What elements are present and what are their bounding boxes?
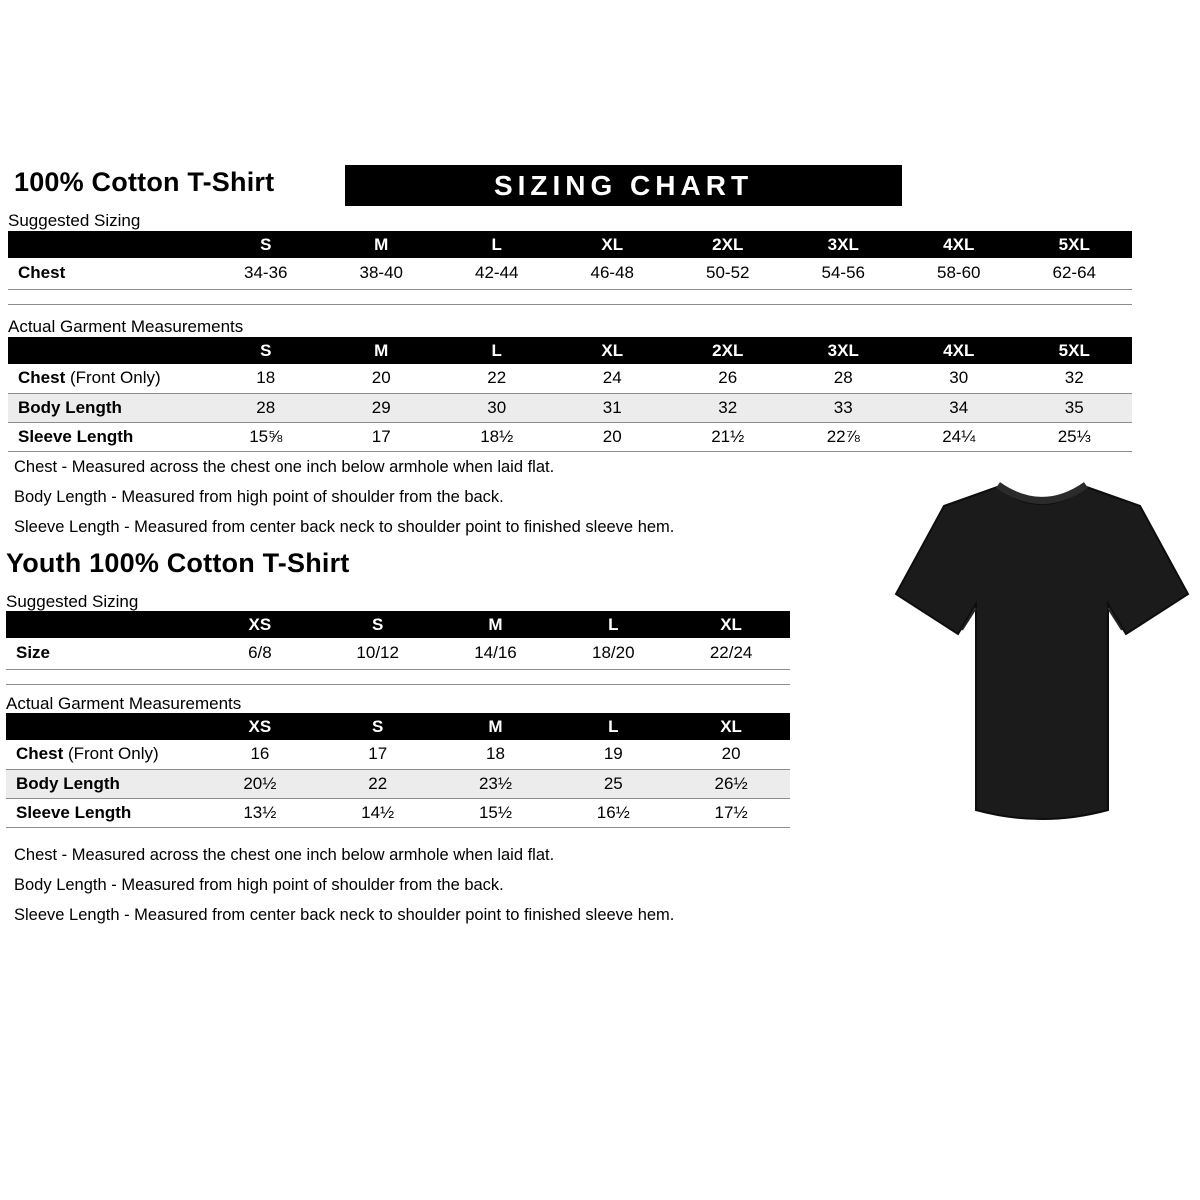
- value-cell: 30: [901, 364, 1017, 393]
- col-header: XS: [201, 611, 319, 638]
- col-header: L: [439, 337, 555, 364]
- value-cell: 28: [786, 364, 902, 393]
- adult-actual-measurements-label: Actual Garment Measurements: [8, 317, 244, 336]
- empty-header-cell: [8, 231, 208, 258]
- row-label: Sleeve Length: [6, 798, 201, 827]
- value-cell: 15½: [437, 798, 555, 827]
- value-cell: 18: [208, 364, 324, 393]
- col-header: M: [324, 231, 440, 258]
- value-cell: 50-52: [670, 258, 786, 289]
- empty-header-cell: [8, 337, 208, 364]
- youth-suggested-sizing-table: [6, 611, 790, 685]
- note-body-length: Body Length - Measured from high point of shoulder from the back.: [14, 876, 504, 894]
- value-cell: 21½: [670, 422, 786, 451]
- row-label: Sleeve Length: [8, 422, 208, 451]
- col-header: L: [554, 713, 672, 740]
- value-cell: 23½: [437, 769, 555, 798]
- youth-measurement-notes: [14, 840, 674, 930]
- value-cell: 19: [554, 740, 672, 769]
- row-label: Body Length: [8, 393, 208, 422]
- value-cell: 18: [437, 740, 555, 769]
- row-label: Size: [6, 638, 201, 669]
- value-cell: 26: [670, 364, 786, 393]
- adult-chest-suggested-row: [8, 258, 1132, 289]
- value-cell: 16½: [554, 798, 672, 827]
- note-chest: Chest - Measured across the chest one inch below armhole when laid flat.: [14, 846, 555, 864]
- empty-header-cell: [6, 713, 201, 740]
- col-header: 5XL: [1017, 231, 1133, 258]
- col-header: XL: [672, 611, 790, 638]
- adult-chest-row: [8, 364, 1132, 393]
- value-cell: 24: [555, 364, 671, 393]
- value-cell: 10/12: [319, 638, 437, 669]
- value-cell: 32: [1017, 364, 1133, 393]
- value-cell: 18/20: [554, 638, 672, 669]
- value-cell: 20: [324, 364, 440, 393]
- value-cell: 54-56: [786, 258, 902, 289]
- note-chest: Chest - Measured across the chest one inch below armhole when laid flat.: [14, 458, 555, 476]
- value-cell: 34: [901, 393, 1017, 422]
- youth-suggested-sizing-label: Suggested Sizing: [6, 592, 139, 611]
- value-cell: 31: [555, 393, 671, 422]
- spacer-row: [8, 289, 1132, 304]
- youth-chest-row: [6, 740, 790, 769]
- col-header: 3XL: [786, 231, 902, 258]
- col-header: S: [319, 611, 437, 638]
- value-cell: 28: [208, 393, 324, 422]
- value-cell: 22/24: [672, 638, 790, 669]
- adult-section-title: 100% Cotton T-Shirt: [14, 167, 275, 197]
- value-cell: 18½: [439, 422, 555, 451]
- spacer-row: [6, 669, 790, 684]
- col-header: XS: [201, 713, 319, 740]
- col-header: M: [324, 337, 440, 364]
- col-header: 4XL: [901, 337, 1017, 364]
- youth-body-length-row: [6, 769, 790, 798]
- value-cell: 16: [201, 740, 319, 769]
- col-header: M: [437, 713, 555, 740]
- adult-actual-header-row: [8, 337, 1132, 364]
- col-header: XL: [672, 713, 790, 740]
- value-cell: 20: [672, 740, 790, 769]
- col-header: 2XL: [670, 231, 786, 258]
- adult-measurement-notes: [14, 452, 674, 542]
- col-header: XL: [555, 231, 671, 258]
- youth-section-title: Youth 100% Cotton T-Shirt: [6, 548, 350, 578]
- note-sleeve-length: Sleeve Length - Measured from center back neck to shoulder point to finished sleeve hem.: [14, 518, 675, 536]
- value-cell: 33: [786, 393, 902, 422]
- value-cell: 46-48: [555, 258, 671, 289]
- adult-body-length-row: [8, 393, 1132, 422]
- value-cell: 26½: [672, 769, 790, 798]
- value-cell: 22⅞: [786, 422, 902, 451]
- youth-actual-measurements-label: Actual Garment Measurements: [6, 694, 242, 713]
- value-cell: 14½: [319, 798, 437, 827]
- value-cell: 38-40: [324, 258, 440, 289]
- note-body-length: Body Length - Measured from high point of shoulder from the back.: [14, 488, 504, 506]
- value-cell: 25: [554, 769, 672, 798]
- adult-actual-measurements-table: [8, 337, 1132, 452]
- value-cell: 13½: [201, 798, 319, 827]
- empty-header-cell: [6, 611, 201, 638]
- value-cell: 17: [319, 740, 437, 769]
- col-header: XL: [555, 337, 671, 364]
- row-label: Chest: [8, 258, 208, 289]
- col-header: S: [208, 337, 324, 364]
- sizing-chart-banner: SIZING CHART: [345, 165, 902, 206]
- adult-suggested-sizing-table: [8, 231, 1132, 305]
- col-header: S: [319, 713, 437, 740]
- value-cell: 24¼: [901, 422, 1017, 451]
- col-header: 2XL: [670, 337, 786, 364]
- value-cell: 29: [324, 393, 440, 422]
- col-header: M: [437, 611, 555, 638]
- value-cell: 17½: [672, 798, 790, 827]
- row-label: Body Length: [6, 769, 201, 798]
- row-label: Chest (Front Only): [6, 740, 201, 769]
- value-cell: 35: [1017, 393, 1133, 422]
- row-label: Chest (Front Only): [8, 364, 208, 393]
- value-cell: 14/16: [437, 638, 555, 669]
- value-cell: 15⅝: [208, 422, 324, 451]
- youth-actual-header-row: [6, 713, 790, 740]
- col-header: 3XL: [786, 337, 902, 364]
- youth-suggested-header-row: [6, 611, 790, 638]
- col-header: 4XL: [901, 231, 1017, 258]
- value-cell: 22: [319, 769, 437, 798]
- value-cell: 17: [324, 422, 440, 451]
- youth-size-row: [6, 638, 790, 669]
- value-cell: 42-44: [439, 258, 555, 289]
- value-cell: 20: [555, 422, 671, 451]
- note-sleeve-length: Sleeve Length - Measured from center back neck to shoulder point to finished sleeve hem.: [14, 906, 675, 924]
- value-cell: 20½: [201, 769, 319, 798]
- value-cell: 34-36: [208, 258, 324, 289]
- value-cell: 6/8: [201, 638, 319, 669]
- adult-suggested-sizing-label: Suggested Sizing: [8, 211, 141, 230]
- youth-actual-measurements-table: [6, 713, 790, 828]
- col-header: L: [439, 231, 555, 258]
- value-cell: 22: [439, 364, 555, 393]
- value-cell: 62-64: [1017, 258, 1133, 289]
- adult-sleeve-length-row: [8, 422, 1132, 451]
- col-header: S: [208, 231, 324, 258]
- value-cell: 32: [670, 393, 786, 422]
- col-header: 5XL: [1017, 337, 1133, 364]
- youth-sleeve-length-row: [6, 798, 790, 827]
- col-header: L: [554, 611, 672, 638]
- black-tshirt-illustration: [892, 476, 1192, 838]
- value-cell: 25⅓: [1017, 422, 1133, 451]
- tshirt-product-image: [892, 476, 1192, 838]
- adult-suggested-header-row: [8, 231, 1132, 258]
- value-cell: 58-60: [901, 258, 1017, 289]
- value-cell: 30: [439, 393, 555, 422]
